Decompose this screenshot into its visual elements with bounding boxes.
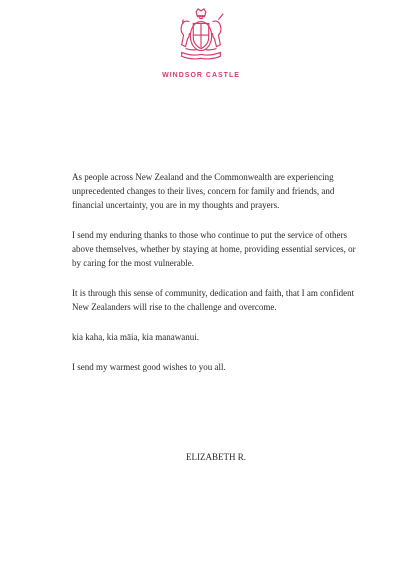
signature: ELIZABETH R. (186, 452, 246, 462)
letter-paragraph: I send my enduring thanks to those who continue to put the service of others above themselves, whether by staying at home, providing essential services, or by caring for the most vulnerable. (72, 230, 356, 268)
letter-paragraph: kia kaha, kia māia, kia manawanui. (72, 332, 199, 342)
letter-body (72, 170, 362, 390)
royal-coat-of-arms-icon (172, 8, 230, 66)
letter-paragraph: It is through this sense of community, dedication and faith, that I am confident New Zealanders will rise to the challenge and overcome. (72, 288, 355, 312)
letter-paragraph: I send my warmest good wishes to you all. (72, 362, 226, 372)
letterhead-address: WINDSOR CASTLE (162, 72, 240, 79)
letter-paragraph: As people across New Zealand and the Commonwealth are experiencing unprecedented changes to their lives, concern for family and friends, and financial uncertainty, you are in my thoughts and prayers. (72, 172, 335, 210)
